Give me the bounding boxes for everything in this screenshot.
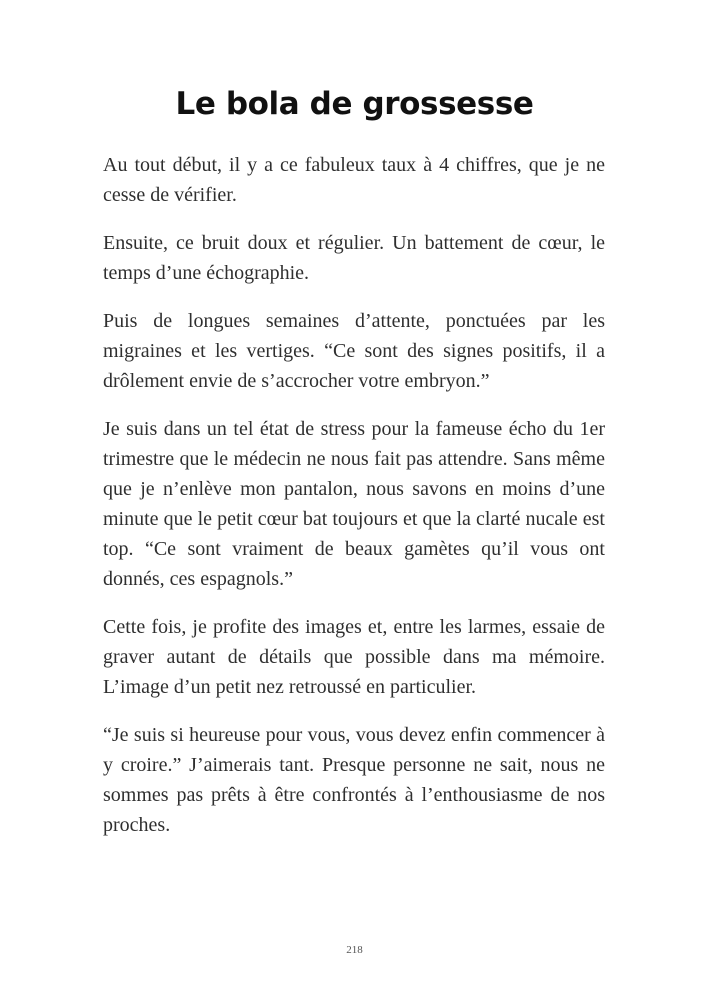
paragraph-2: Ensuite, ce bruit doux et régulier. Un battement de cœur, le temps d’une échographie. [103, 232, 605, 284]
paragraph-6: “Je suis si heureuse pour vous, vous devez enfin commencer à y croire.” J’aimerais tant. Presque personne ne sait, nous ne sommes pas prêts à être confrontés à l’enthousiasme de nos proches. [103, 724, 605, 836]
paragraph-3: Puis de longues semaines d’attente, ponctuées par les migraines et les vertiges. “Ce sont des signes positifs, il a drôlement envie de s’accrocher votre embryon.” [103, 310, 605, 392]
body-text [103, 150, 605, 858]
page-number: 218 [346, 944, 363, 956]
page-title: Le bola de grossesse [175, 86, 534, 122]
paragraph-5: Cette fois, je profite des images et, entre les larmes, essaie de graver autant de détails que possible dans ma mémoire. L’image d’un petit nez retroussé en particulier. [103, 616, 605, 698]
paragraph-1: Au tout début, il y a ce fabuleux taux à 4 chiffres, que je ne cesse de vérifier. [103, 154, 605, 206]
paragraph-4: Je suis dans un tel état de stress pour la fameuse écho du 1er trimestre que le médecin ne nous fait pas attendre. Sans même que je n’enlève mon pantalon, nous savons en moins d’une minute que le petit cœur bat toujours et que la clarté nucale est top. “Ce sont vraiment de beaux gamètes qu’il vous ont donnés, ces espagnols.” [103, 418, 605, 590]
